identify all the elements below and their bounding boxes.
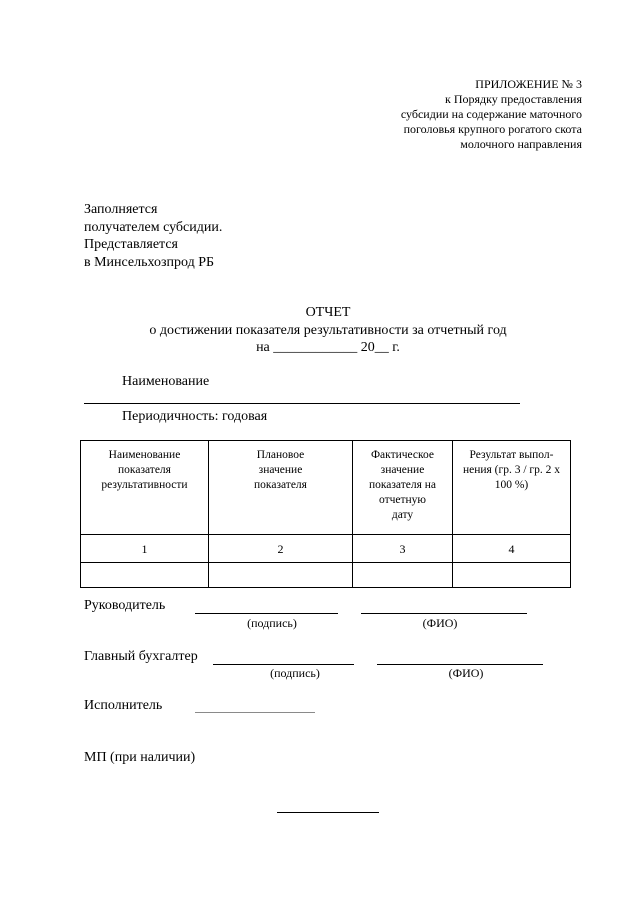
report-period: на ____________ 20__ г. (256, 340, 400, 355)
filing-note (84, 201, 222, 271)
seal-label: МП (при наличии) (84, 750, 196, 765)
periodicity-text: Периодичность: годовая (122, 409, 268, 424)
name-field-line (84, 403, 520, 404)
filing-note-line: получателем субсидии. (84, 219, 223, 235)
chief-accountant-label: Главный бухгалтер (84, 649, 198, 664)
report-subtitle: о достижении показателя результативности за отчетный год (149, 322, 507, 338)
filing-note-line: в Минсельхозпрод РБ (84, 254, 215, 270)
table-header-cell: Наименование показателя результативности (81, 441, 209, 535)
executor-line (195, 712, 315, 713)
appendix-line: поголовья крупного рогатого скота (403, 122, 582, 136)
table-column-number-row (81, 535, 571, 563)
report-title: ОТЧЕТ (305, 305, 351, 320)
filing-note-line: Представляется (84, 237, 178, 252)
head-signature-line (195, 613, 338, 614)
appendix-header (401, 77, 582, 152)
chief-accountant-signature-line (213, 664, 354, 665)
table-column-number: 2 (209, 535, 353, 563)
appendix-line: субсидии на содержание маточного (400, 107, 582, 121)
table-cell (453, 563, 571, 588)
table-header-row (81, 441, 571, 535)
indicator-table (80, 440, 571, 588)
table-header-cell: Результат выпол- нения (гр. 3 / гр. 2 х 100 %) (453, 441, 571, 535)
table-column-number: 3 (353, 535, 453, 563)
chief-accountant-signature-hint: (подпись) (270, 666, 320, 680)
chief-accountant-name-line (377, 664, 543, 665)
table-row (81, 563, 571, 588)
table-header-cell: Плановое значение показателя (209, 441, 353, 535)
head-name-line (361, 613, 527, 614)
appendix-title: ПРИЛОЖЕНИЕ № 3 (475, 77, 582, 91)
head-name-hint: (ФИО) (422, 616, 458, 630)
table-header-cell: Фактическое значение показателя на отчетную дату (353, 441, 453, 535)
appendix-line: молочного направления (460, 137, 582, 151)
table-cell (209, 563, 353, 588)
head-signature-hint: (подпись) (247, 616, 297, 630)
report-heading (80, 304, 576, 357)
table-cell (81, 563, 209, 588)
footer-line (277, 812, 379, 813)
appendix-line: к Порядку предоставления (444, 92, 582, 106)
head-signature-label: Руководитель (84, 598, 166, 613)
table-column-number: 1 (81, 535, 209, 563)
table-cell (353, 563, 453, 588)
table-column-number: 4 (453, 535, 571, 563)
name-field-label: Наименование (122, 374, 210, 389)
executor-label: Исполнитель (84, 698, 163, 713)
chief-accountant-name-hint: (ФИО) (448, 666, 484, 680)
filing-note-line: Заполняется (84, 202, 158, 217)
